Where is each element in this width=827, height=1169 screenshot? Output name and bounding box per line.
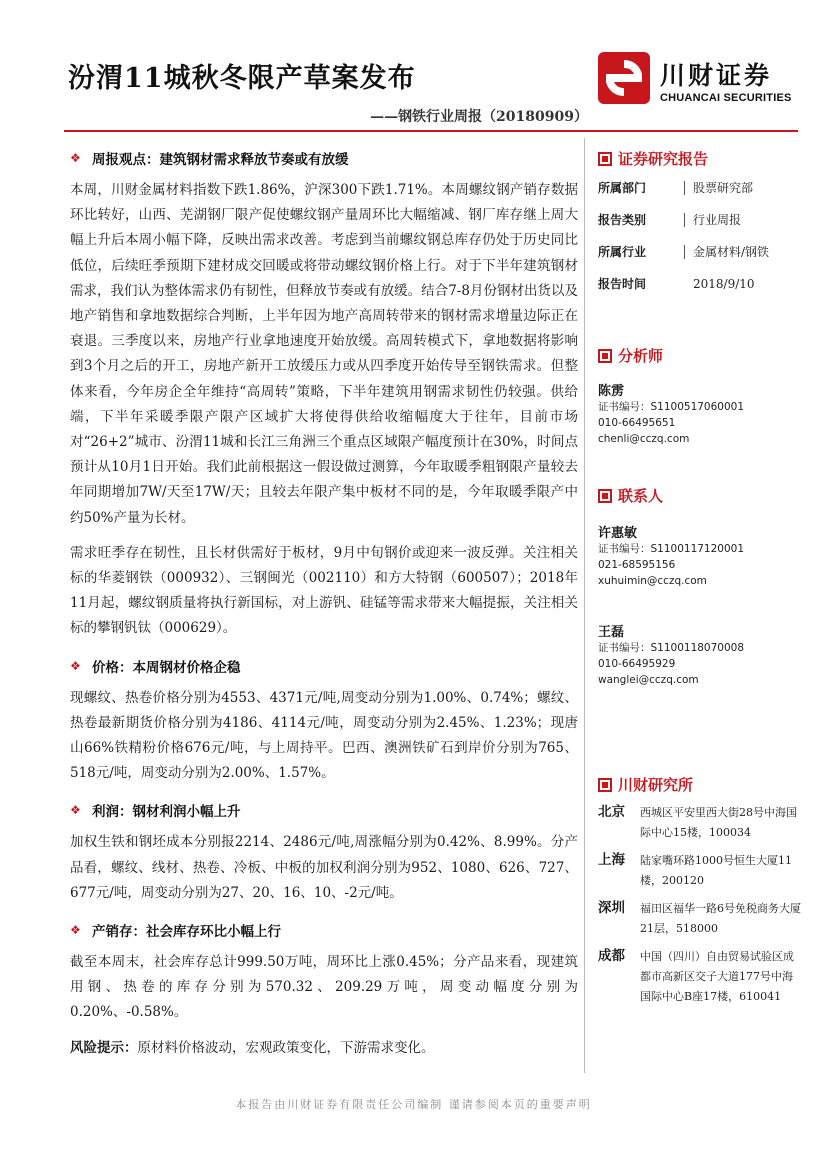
diamond-bullet-icon: ❖: [70, 803, 81, 818]
office-address: 中国（四川）自由贸易试验区成都市高新区交子大道177号中海国际中心B座17楼，610041: [640, 950, 794, 1003]
info-value: 行业周报: [684, 213, 741, 227]
info-key: 所属行业: [598, 245, 647, 259]
contact-card: [598, 522, 803, 589]
sidebar-heading-report: [598, 148, 803, 169]
paragraph: 需求旺季存在韧性，且长材供需好于板材，9月中旬钢价或迎来一波反弹。关注相关标的华菱钢铁（000932）、三钢闽光（002110）和方大特钢（600507）；2018年11月起，螺纹钢质量将执行新国标，对上游钒、硅锰等需求带来大幅提振，关注相关标的攀钢钒钛（000629）。: [70, 544, 578, 637]
paragraph: 现螺纹、热卷价格分别为4553、4371元/吨,周变动分别为1.00%、0.74%；螺纹、热卷最新期货价格分别为4186、4114元/吨，周变动分别为2.45%、1.23%；现唐山66%铁精粉价格676元/吨，与上周持平。巴西、澳洲铁矿石到岸价分别为765、518元/吨，周变动分别为2.00%、1.57%。: [70, 689, 578, 782]
section-heading-view: [70, 148, 578, 168]
office-city: 上海: [598, 852, 625, 868]
contact-card: [598, 621, 803, 688]
paragraph: 加权生铁和钢坯成本分别报2214、2486元/吨,周涨幅分别为0.42%、8.99%。分产品看，螺纹、线材、热卷、冷板、中板的加权利润分别为952、1080、626、727、677元/吨，周变动分别为27、20、16、10、-2元/吨。: [70, 834, 578, 901]
column-divider: [584, 138, 585, 1073]
info-row: [598, 213, 803, 227]
risk-label: 风险提示：: [70, 1039, 138, 1056]
sidebar-heading-text: 联系人: [618, 487, 664, 505]
info-row: [598, 181, 803, 195]
analyst-phone: 010-66495651: [598, 417, 676, 429]
analyst-cert: 证书编号：S1100517060001: [598, 401, 745, 413]
office-address: 西城区平安里西大街28号中海国际中心15楼，100034: [640, 806, 797, 839]
page-footer: 本报告由川财证券有限责任公司编制 谨请参阅本页的重要声明: [235, 1098, 592, 1111]
diamond-bullet-icon: ❖: [70, 923, 81, 938]
office-item: [598, 947, 803, 1007]
info-key: 报告类别: [598, 213, 647, 227]
sidebar-heading-text: 川财研究所: [618, 776, 694, 794]
info-value: 股票研究部: [684, 181, 753, 195]
diamond-bullet-icon: ❖: [70, 151, 81, 165]
contact-email[interactable]: wanglei@cczq.com: [598, 674, 699, 686]
report-info: [598, 181, 803, 291]
logo-name-en: CHUANCAI SECURITIES: [660, 92, 792, 104]
report-subtitle: ——钢铁行业周报（20180909）: [370, 109, 588, 125]
office-city: 成都: [598, 948, 625, 964]
square-bullet-icon: [598, 778, 612, 792]
sidebar-heading-analyst: [598, 345, 803, 366]
contact-email[interactable]: xuhuimin@cczq.com: [598, 575, 707, 587]
report-title: 汾渭11城秋冬限产草案发布: [68, 63, 416, 94]
diamond-bullet-icon: ❖: [70, 658, 81, 673]
office-list: [598, 803, 803, 1007]
sidebar-heading-text: 证券研究报告: [618, 150, 709, 168]
paragraph: 本周，川财金属材料指数下跌1.86%，沪深300下跌1.71%。本周螺纹钢产销存数据环比转好，山西、芜湖钢厂限产促使螺纹钢产量周环比大幅缩减、钢厂库存继上周大幅上升后本周小幅下降，反映出需求改善。考虑到当前螺纹钢总库存仍处于历史同比低位，后续旺季预期下建材成交回暖或将带动螺纹钢价格上行。对于下半年建筑钢材需求，我们认为整体需求仍有韧性，但释放节奏或有放缓。结合7-8月份钢材出货以及地产销售和拿地数据综合判断，上半年因为地产高周转带来的钢材需求增量边际正在衰退。三季度以来，房地产行业拿地速度开始放缓。高周转模式下，拿地数据将影响到3个月之后的开工，房地产新开工放缓压力或从四季度开始传导至钢铁需求。但整体来看，今年房企全年维持“高周转”策略，下半年建筑用钢需求韧性仍较强。供给端，下半年采暖季限产限产区域扩大将使得供给收缩幅度大于往年，目前市场对“26+2”城市、汾渭11城和长江三角洲三个重点区域限产幅度预计在30%，时间点预计从10月1日开始。我们此前根据这一假设做过测算，今年取暖季粗钢限产量较去年同期增加7W/天至17W/天；且较去年限产集中板材不同的是，今年取暖季限产中约50%产量为长材。: [70, 182, 578, 526]
office-item: [598, 899, 803, 939]
analyst-name: 陈雳: [598, 384, 625, 399]
square-bullet-icon: [598, 349, 612, 363]
office-address: 陆家嘴环路1000号恒生大厦11楼，200120: [640, 854, 792, 887]
sidebar: [598, 148, 803, 1007]
section-heading-text: 利润：钢材利润小幅上升: [92, 804, 241, 821]
analyst-email[interactable]: chenli@cczq.com: [598, 433, 690, 445]
section-heading-text: 价格：本周钢材价格企稳: [92, 659, 241, 676]
office-item: [598, 851, 803, 891]
logo-mark-icon: [598, 52, 650, 104]
section-heading-text: 周报观点：建筑钢材需求释放节奏或有放缓: [92, 152, 349, 168]
risk-warning: [70, 1036, 578, 1061]
logo-name-cn: 川财证券: [660, 61, 773, 90]
section-heading-text: 产销存：社会库存环比小幅上行: [92, 924, 281, 941]
info-value: 金属材料/钢铁: [684, 245, 769, 259]
section-heading-price: [70, 656, 578, 676]
contact-name: 许惠敏: [598, 526, 638, 541]
info-row: [598, 245, 803, 259]
contact-name: 王磊: [598, 625, 625, 640]
office-city: 深圳: [598, 900, 625, 916]
sidebar-heading-text: 分析师: [618, 347, 664, 365]
paragraph: 截至本周末，社会库存总计999.50万吨，周环比上涨0.45%；分产品来看，现建筑用钢、热卷的库存分别为570.32、209.29万吨，周变动幅度分别为0.20%、-0.58%。: [70, 954, 578, 1021]
info-key: 报告时间: [598, 277, 647, 291]
main-column: [70, 148, 578, 1061]
office-item: [598, 803, 803, 843]
company-logo: [598, 52, 798, 112]
info-key: 所属部门: [598, 181, 647, 195]
contact-cert: 证书编号：S1100118070008: [598, 642, 745, 654]
contact-cert: 证书编号：S1100117120001: [598, 543, 745, 555]
sidebar-heading-contacts: [598, 485, 803, 506]
info-row: [598, 277, 803, 291]
info-value: 2018/9/10: [693, 277, 755, 291]
contact-phone: 021-68595156: [598, 559, 676, 571]
risk-text: 原材料价格波动，宏观政策变化，下游需求变化。: [137, 1039, 435, 1056]
office-city: 北京: [598, 804, 625, 820]
square-bullet-icon: [598, 489, 612, 503]
contact-phone: 010-66495929: [598, 658, 676, 670]
analyst-card: [598, 380, 803, 447]
sidebar-heading-institute: [598, 774, 803, 795]
section-heading-inventory: [70, 920, 578, 940]
office-address: 福田区福华一路6号免税商务大厦21层，518000: [640, 902, 801, 935]
section-heading-profit: [70, 800, 578, 820]
header-divider: [64, 130, 798, 132]
square-bullet-icon: [598, 152, 612, 166]
